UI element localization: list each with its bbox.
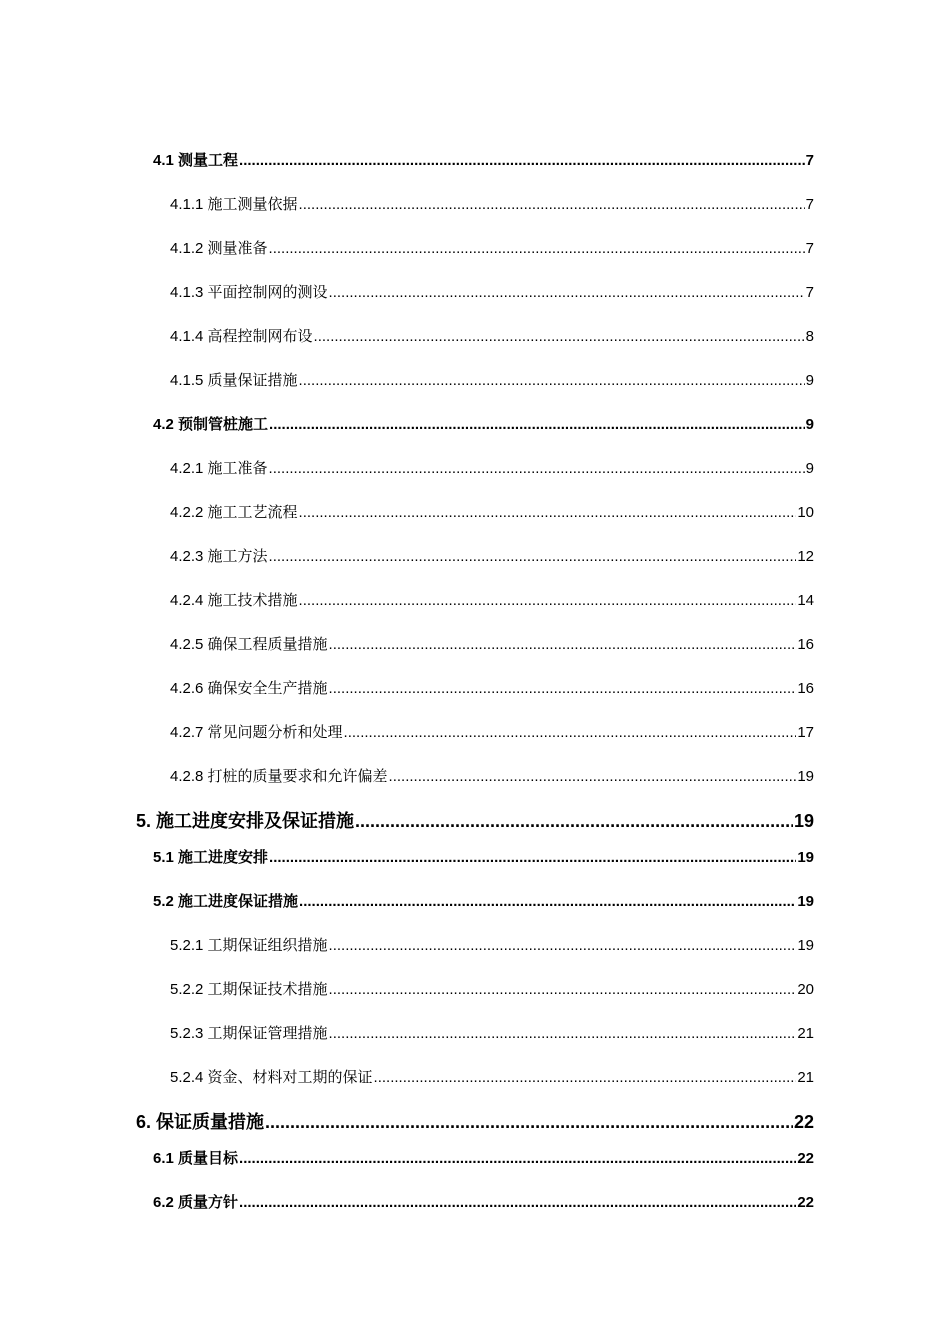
toc-entry-title: 6.2 质量方针 (153, 1194, 239, 1211)
toc-entry-page: 7 (805, 284, 814, 301)
toc-leader-dots (265, 1112, 793, 1133)
toc-entry-title: 6.1 质量目标 (153, 1150, 239, 1167)
toc-entry-title: 6. 保证质量措施 (136, 1112, 265, 1132)
toc-entry-title: 4.1.4 高程控制网布设 (170, 328, 313, 345)
toc-entry-title: 5.2.3 工期保证管理措施 (170, 1025, 328, 1042)
toc-entry-page: 17 (797, 724, 814, 741)
toc-entry-title: 4.1 测量工程 (153, 152, 239, 169)
toc-entry-title: 4.2.7 常见问题分析和处理 (170, 724, 343, 741)
toc-entry-page: 19 (797, 937, 814, 954)
toc-entry-4-2-5[interactable] (170, 633, 814, 654)
toc-entry-title: 4.2.6 确保安全生产措施 (170, 680, 328, 697)
toc-entry-page: 22 (797, 1150, 814, 1167)
toc-leader-dots (299, 893, 796, 910)
toc-entry-page: 9 (805, 460, 814, 477)
toc-entry-page: 19 (793, 811, 814, 831)
toc-leader-dots (329, 680, 797, 697)
toc-entry-5-2-3[interactable] (170, 1022, 814, 1043)
toc-entry-4-2-3[interactable] (170, 545, 814, 566)
toc-entry-4-2-4[interactable] (170, 589, 814, 610)
toc-entry-page: 7 (805, 240, 814, 257)
toc-entry-4-2-7[interactable] (170, 721, 814, 742)
toc-entry-title: 4.1.1 施工测量依据 (170, 196, 298, 213)
toc-entry-4-2-6[interactable] (170, 677, 814, 698)
toc-entry-5[interactable] (136, 807, 814, 833)
toc-entry-title: 4.2.5 确保工程质量措施 (170, 636, 328, 653)
toc-entry-title: 5.2 施工进度保证措施 (153, 893, 299, 910)
toc-leader-dots (355, 811, 793, 832)
toc-entry-page: 22 (793, 1112, 814, 1132)
toc-entry-page: 19 (797, 893, 814, 910)
toc-entry-title: 5. 施工进度安排及保证措施 (136, 811, 355, 831)
toc-entry-title: 4.1.3 平面控制网的测设 (170, 284, 328, 301)
toc-entry-4-1-1[interactable] (170, 193, 814, 214)
toc-leader-dots (269, 416, 805, 433)
toc-entry-title: 5.2.1 工期保证组织措施 (170, 937, 328, 954)
toc-entry-title: 5.2.2 工期保证技术措施 (170, 981, 328, 998)
toc-leader-dots (329, 636, 797, 653)
toc-entry-title: 4.1.5 质量保证措施 (170, 372, 298, 389)
toc-entry-title: 4.1.2 测量准备 (170, 240, 268, 257)
toc-entry-5-1[interactable] (153, 846, 814, 867)
toc-entry-page: 21 (797, 1025, 814, 1042)
toc-entry-5-2-4[interactable] (170, 1066, 814, 1087)
toc-leader-dots (299, 592, 797, 609)
toc-entry-page: 16 (797, 636, 814, 653)
toc-entry-6[interactable] (136, 1108, 814, 1134)
toc-leader-dots (329, 937, 797, 954)
toc-entry-6-1[interactable] (153, 1147, 814, 1168)
toc-entry-page: 9 (805, 416, 814, 433)
toc-entry-4-2[interactable] (153, 413, 814, 434)
toc-entry-5-2[interactable] (153, 890, 814, 911)
toc-leader-dots (239, 1150, 796, 1167)
toc-entry-page: 20 (797, 981, 814, 998)
toc-entry-page: 16 (797, 680, 814, 697)
toc-entry-4-1-4[interactable] (170, 325, 814, 346)
toc-entry-page: 22 (797, 1194, 814, 1211)
toc-entry-4-2-1[interactable] (170, 457, 814, 478)
toc-leader-dots (374, 1069, 797, 1086)
toc-leader-dots (329, 981, 797, 998)
toc-entry-4-1-3[interactable] (170, 281, 814, 302)
toc-entry-page: 10 (797, 504, 814, 521)
toc-leader-dots (269, 849, 796, 866)
toc-entry-title: 4.2.1 施工准备 (170, 460, 268, 477)
toc-entry-4-1-2[interactable] (170, 237, 814, 258)
toc-entry-page: 12 (797, 548, 814, 565)
toc-entry-title: 4.2.4 施工技术措施 (170, 592, 298, 609)
toc-leader-dots (269, 460, 805, 477)
toc-leader-dots (389, 768, 797, 785)
toc-entry-page: 19 (797, 849, 814, 866)
toc-entry-4-2-2[interactable] (170, 501, 814, 522)
toc-leader-dots (269, 240, 805, 257)
toc-entry-page: 21 (797, 1069, 814, 1086)
toc-leader-dots (314, 328, 805, 345)
toc-entry-title: 4.2.2 施工工艺流程 (170, 504, 298, 521)
toc-entry-page: 8 (805, 328, 814, 345)
toc-leader-dots (329, 1025, 797, 1042)
toc-leader-dots (299, 196, 805, 213)
toc-entry-title: 5.1 施工进度安排 (153, 849, 269, 866)
toc-entry-title: 4.2.8 打桩的质量要求和允许偏差 (170, 768, 388, 785)
toc-entry-4-1-5[interactable] (170, 369, 814, 390)
toc-entry-page: 19 (797, 768, 814, 785)
toc-leader-dots (269, 548, 797, 565)
toc-entry-5-2-1[interactable] (170, 934, 814, 955)
toc-entry-page: 7 (805, 196, 814, 213)
toc-entry-page: 9 (805, 372, 814, 389)
toc-entry-page: 14 (797, 592, 814, 609)
toc-leader-dots (239, 1194, 796, 1211)
toc-leader-dots (299, 372, 805, 389)
toc-leader-dots (239, 152, 805, 169)
toc-entry-title: 4.2 预制管桩施工 (153, 416, 269, 433)
toc-entry-4-1[interactable] (153, 149, 814, 170)
toc-entry-title: 5.2.4 资金、材料对工期的保证 (170, 1069, 373, 1086)
toc-entry-title: 4.2.3 施工方法 (170, 548, 268, 565)
toc-leader-dots (299, 504, 797, 521)
toc-entry-5-2-2[interactable] (170, 978, 814, 999)
toc-entry-page: 7 (805, 152, 814, 169)
toc-entry-6-2[interactable] (153, 1191, 814, 1212)
toc-leader-dots (329, 284, 805, 301)
toc-leader-dots (344, 724, 797, 741)
toc-entry-4-2-8[interactable] (170, 765, 814, 786)
